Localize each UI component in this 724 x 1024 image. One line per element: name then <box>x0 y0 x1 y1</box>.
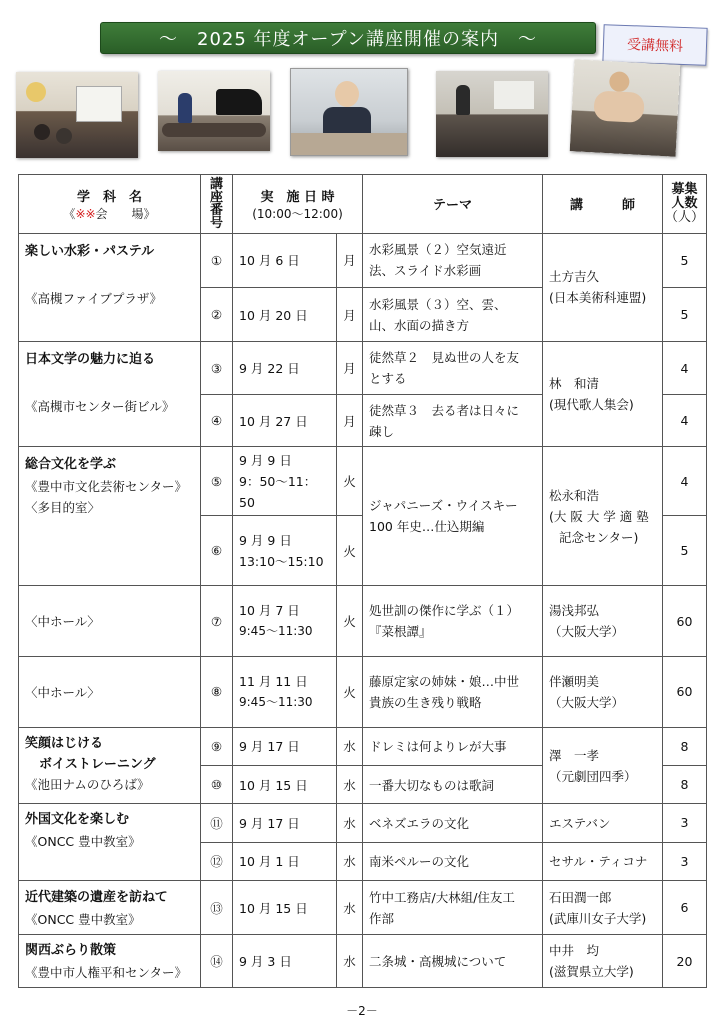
course-schedule-table <box>18 174 707 988</box>
table-row <box>19 880 707 934</box>
course-cell: 外国文化を楽しむ 《ONCC 豊中教室》 <box>19 804 201 881</box>
course-cell: 日本文学の魅力に迫る 《高槻市センター街ビル》 <box>19 342 201 447</box>
photo-piano-recital <box>158 71 270 151</box>
table-cell: 10 月 20 日 <box>233 287 337 341</box>
table-cell: ⑫ <box>201 842 233 880</box>
table-cell: ② <box>201 287 233 341</box>
table-row <box>19 657 707 728</box>
table-cell: 火 <box>337 515 363 586</box>
table-row <box>19 586 707 657</box>
table-cell: 8 <box>663 727 707 765</box>
table-cell: 月 <box>337 394 363 446</box>
free-admission-badge: 受講無料 <box>602 24 707 66</box>
table-cell: 9 月 9 日 13:10～15:10 <box>233 515 337 586</box>
table-cell: 火 <box>337 447 363 516</box>
header-date: 実 施 日 時 (10:00～12:00) <box>233 175 363 234</box>
table-cell: 9 月 17 日 <box>233 804 337 842</box>
table-cell: ドレミは何よりレが大事 <box>363 727 543 765</box>
table-cell: 10 月 27 日 <box>233 394 337 446</box>
table-cell: 60 <box>663 657 707 728</box>
table-row <box>19 935 707 988</box>
table-cell: 60 <box>663 586 707 657</box>
course-cell: 〈中ホール〉 <box>19 586 201 657</box>
course-cell: 関西ぶらり散策 《豊中市人権平和センター》 <box>19 935 201 988</box>
page-number: －2－ <box>346 1004 378 1018</box>
lecturer-cell: 澤 一孝 （元劇団四季） <box>543 727 663 804</box>
lecturer-cell: 土方吉久 (日本美術科連盟) <box>543 233 663 342</box>
table-cell: 水 <box>337 804 363 842</box>
photo-hall-lecture <box>436 71 548 157</box>
table-cell: 藤原定家の姉妹・娘…中世 貴族の生き残り戦略 <box>363 657 543 728</box>
table-cell: セサル・ティコナ <box>543 842 663 880</box>
table-cell: 中井 均 (滋賀県立大学) <box>543 935 663 988</box>
table-row <box>19 727 707 765</box>
table-cell: 10 月 6 日 <box>233 233 337 287</box>
table-cell: 月 <box>337 342 363 394</box>
course-cell: 〈中ホール〉 <box>19 657 201 728</box>
table-cell: 5 <box>663 233 707 287</box>
table-cell: 10 月 7 日 9:45～11:30 <box>233 586 337 657</box>
table-cell: エステバン <box>543 804 663 842</box>
table-cell: 水 <box>337 727 363 765</box>
table-cell: 水 <box>337 842 363 880</box>
table-cell: 二条城・高槻城について <box>363 935 543 988</box>
table-cell: 5 <box>663 515 707 586</box>
table-cell: ③ <box>201 342 233 394</box>
table-cell: 処世訓の傑作に学ぶ（１） 『菜根譚』 <box>363 586 543 657</box>
table-cell: 10 月 15 日 <box>233 880 337 934</box>
table-cell: 水彩風景（３）空、雲、 山、水面の描き方 <box>363 287 543 341</box>
table-cell: ④ <box>201 394 233 446</box>
table-cell: ⑭ <box>201 935 233 988</box>
table-cell: 3 <box>663 842 707 880</box>
table-cell: 3 <box>663 804 707 842</box>
course-cell: 総合文化を学ぶ 《豊中市文化芸術センター》 〈多目的室〉 <box>19 447 201 586</box>
table-cell: ⑤ <box>201 447 233 516</box>
table-cell: 火 <box>337 657 363 728</box>
table-cell: 4 <box>663 447 707 516</box>
table-cell: 10 月 1 日 <box>233 842 337 880</box>
table-cell: 月 <box>337 233 363 287</box>
header-lecturer: 講 師 <box>543 175 663 234</box>
table-cell: ⑬ <box>201 880 233 934</box>
header-course: 学 科 名 《※※会 場》 <box>19 175 201 234</box>
table-header-row <box>19 175 707 234</box>
table-cell: 4 <box>663 342 707 394</box>
table-cell: 石田潤一郎 (武庫川女子大学) <box>543 880 663 934</box>
table-row <box>19 804 707 842</box>
table-row <box>19 447 707 516</box>
table-cell: 9 月 9 日 9：50～11：50 <box>233 447 337 516</box>
lecturer-cell: 松永和浩 (大 阪 大 学 適 塾 記念センター) <box>543 447 663 586</box>
table-cell: 水 <box>337 935 363 988</box>
table-cell: 9 月 22 日 <box>233 342 337 394</box>
course-cell: 近代建築の遺産を訪ねて 《ONCC 豊中教室》 <box>19 880 201 934</box>
table-cell: ベネズエラの文化 <box>363 804 543 842</box>
table-cell: ① <box>201 233 233 287</box>
table-cell: 伴瀬明美 （大阪大学） <box>543 657 663 728</box>
course-cell: 楽しい水彩・パステル 《高槻ファイブプラザ》 <box>19 233 201 342</box>
theme-cell: ジャパニーズ・ウイスキー 100 年史…仕込期編 <box>363 447 543 586</box>
table-cell: 湯浅邦弘 （大阪大学） <box>543 586 663 657</box>
table-cell: 一番大切なものは歌詞 <box>363 766 543 804</box>
table-cell: 徒然草２ 見ぬ世の人を友 とする <box>363 342 543 394</box>
table-cell: ⑥ <box>201 515 233 586</box>
table-cell: 6 <box>663 880 707 934</box>
table-cell: 月 <box>337 287 363 341</box>
page-banner: ～ 2025 年度オープン講座開催の案内 ～ <box>100 22 596 54</box>
table-cell: 8 <box>663 766 707 804</box>
table-cell: 9 月 3 日 <box>233 935 337 988</box>
table-cell: ⑨ <box>201 727 233 765</box>
header-capacity: 募集 人数 （人） <box>663 175 707 234</box>
table-cell: ⑦ <box>201 586 233 657</box>
photo-watercolor-class <box>16 72 138 158</box>
table-cell: 水 <box>337 766 363 804</box>
venue-mark: ※※ <box>75 206 96 221</box>
table-cell: 竹中工務店/大林組/住友工 作部 <box>363 880 543 934</box>
table-cell: 10 月 15 日 <box>233 766 337 804</box>
table-cell: 4 <box>663 394 707 446</box>
header-lecture-number: 講 座 番 号 <box>201 175 233 234</box>
table-cell: ⑩ <box>201 766 233 804</box>
table-cell: 11 月 11 日 9:45～11:30 <box>233 657 337 728</box>
table-cell: 南米ペルーの文化 <box>363 842 543 880</box>
table-cell: 火 <box>337 586 363 657</box>
photo-voice-training <box>570 59 681 156</box>
table-cell: 水 <box>337 880 363 934</box>
table-cell: ⑧ <box>201 657 233 728</box>
table-cell: 徒然草３ 去る者は日々に 疎し <box>363 394 543 446</box>
course-cell: 笑顔はじける ボイストレーニング 《池田ナムのひろば》 <box>19 727 201 804</box>
table-row <box>19 342 707 394</box>
lecturer-cell: 林 和清 (現代歌人集会) <box>543 342 663 447</box>
table-cell: ⑪ <box>201 804 233 842</box>
table-row <box>19 233 707 287</box>
table-cell: 5 <box>663 287 707 341</box>
photo-lecturer-portrait <box>290 68 408 156</box>
table-cell: 9 月 17 日 <box>233 727 337 765</box>
table-cell: 水彩風景（２）空気遠近 法、スライド水彩画 <box>363 233 543 287</box>
header-theme: テーマ <box>363 175 543 234</box>
table-cell: 20 <box>663 935 707 988</box>
